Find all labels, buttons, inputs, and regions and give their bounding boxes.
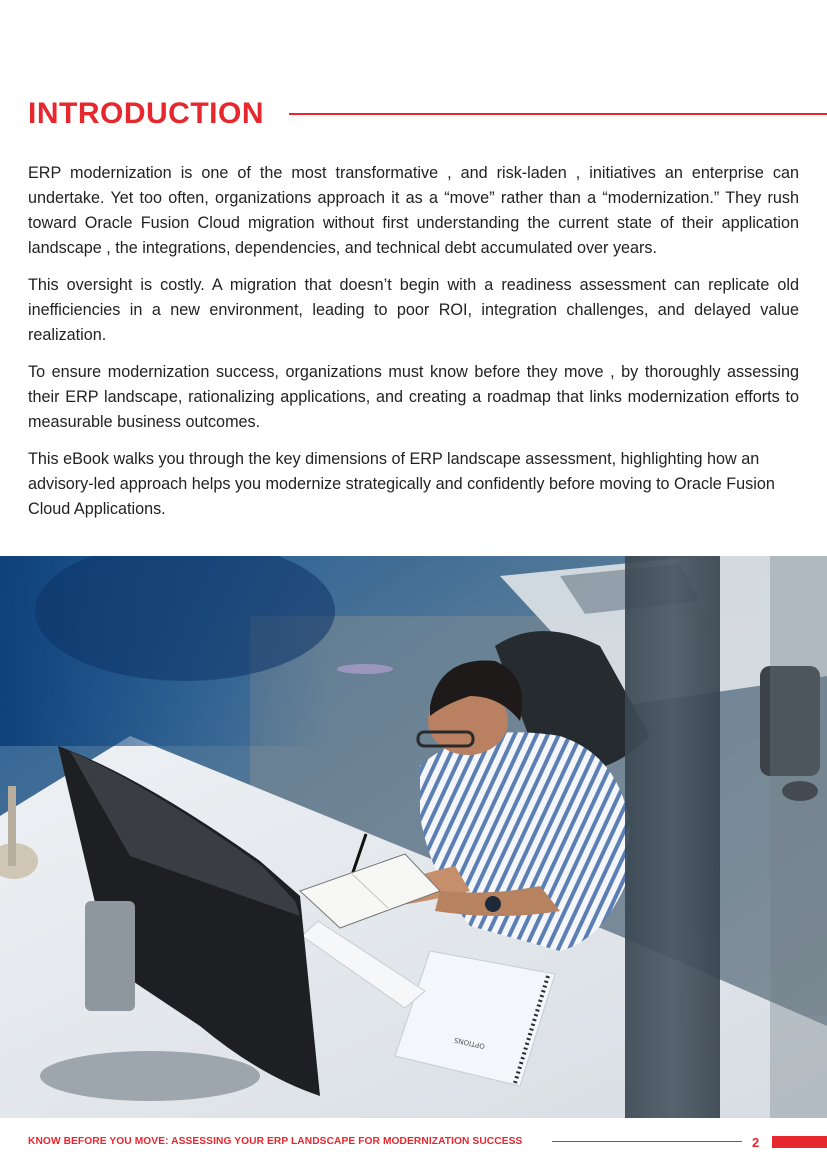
section-heading-row [28, 96, 827, 136]
rainbow-reflection [337, 664, 393, 674]
office-worker-photo [0, 556, 827, 1118]
footer-title: KNOW BEFORE YOU MOVE: ASSESSING YOUR ERP LANDSCAPE FOR MODERNIZATION SUCCESS [28, 1136, 523, 1147]
page-title: INTRODUCTION [28, 97, 264, 130]
intro-body [28, 161, 799, 534]
intro-paragraph: This eBook walks you through the key dimensions of ERP landscape assessment, highlighting how an advisory-led approach helps you modernize strategically and confidently before moving to Oracle Fusion Cloud Applications. [28, 450, 775, 518]
intro-paragraph: ERP modernization is one of the most transformative , and risk-laden , initiatives an enterprise can undertake. Yet too often, organizations approach it as a “move” rather than a “modernization.” They rush toward Oracle Fusion Cloud migration without first understanding the current state of their application landscape , the integrations, dependencies, and technical debt accumulated over years. [28, 164, 799, 257]
intro-paragraph: This oversight is costly. A migration that doesn’t begin with a readiness assessment can replicate old inefficiencies in a new environment, leading to poor ROI, integration challenges, and delayed value realization. [28, 276, 799, 344]
page-footer [0, 1128, 827, 1156]
glass-frame-right [770, 556, 827, 1118]
footer-divider [552, 1141, 742, 1142]
notebook-label: OPTIONS [453, 1035, 486, 1051]
intro-paragraph: To ensure modernization success, organizations must know before they move , by thoroughly assessing their ERP landscape, rationalizing applications, and creating a roadmap that links modernization efforts to measurable business outcomes. [28, 363, 799, 431]
footer-accent-tab [772, 1136, 827, 1148]
photo-illustration [0, 556, 827, 1118]
heading-divider [289, 113, 827, 115]
page-number: 2 [752, 1135, 760, 1150]
glass-pillar [625, 556, 720, 1118]
